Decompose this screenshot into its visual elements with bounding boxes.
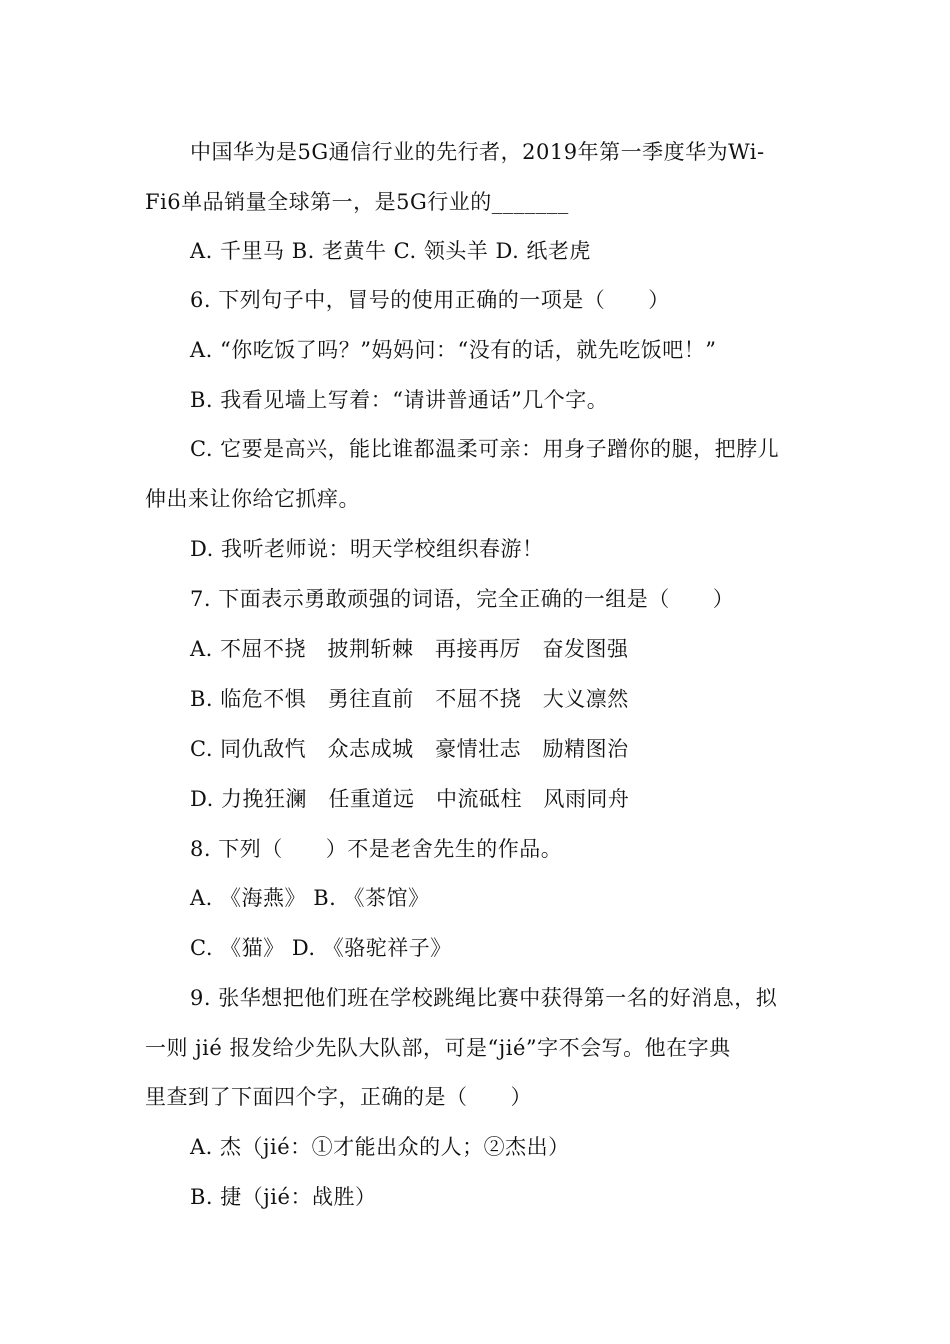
question-9-stem-line-3: 里查到了下面四个字，正确的是（ ） <box>145 1085 532 1109</box>
paragraph-huawei-line-1: 中国华为是5G通信行业的先行者，2019年第一季度华为Wi- <box>190 140 765 164</box>
question-6-option-c-line-2: 伸出来让你给它抓痒。 <box>145 487 360 511</box>
question-7-option-d: D. 力挽狂澜 任重道远 中流砥柱 风雨同舟 <box>190 787 630 811</box>
question-7-option-b: B. 临危不惧 勇往直前 不屈不挠 大义凛然 <box>190 687 629 711</box>
question-8-stem: 8. 下列（ ）不是老舍先生的作品。 <box>190 837 563 861</box>
question-9-stem-line-1: 9. 张华想把他们班在学校跳绳比赛中获得第一名的好消息，拟 <box>190 986 778 1010</box>
question-7-stem: 7. 下面表示勇敢顽强的词语，完全正确的一组是（ ） <box>190 587 735 611</box>
question-7-option-a: A. 不屈不挠 披荆斩棘 再接再厉 奋发图强 <box>190 637 629 661</box>
question-9-option-a: A. 杰（jié：①才能出众的人；②杰出） <box>190 1135 570 1159</box>
question-6-option-b: B. 我看见墙上写着：“请讲普通话”几个字。 <box>190 388 609 412</box>
question-6-option-a: A. “你吃饭了吗？”妈妈问：“没有的话，就先吃饭吧！” <box>190 338 717 362</box>
question-8-options-ab: A. 《海燕》 B. 《茶馆》 <box>190 886 430 910</box>
paragraph-huawei-line-2: Fi6单品销量全球第一，是5G行业的_______ <box>145 190 569 214</box>
question-6-option-d: D. 我听老师说：明天学校组织春游！ <box>190 537 544 561</box>
question-6-option-c-line-1: C. 它要是高兴，能比谁都温柔可亲：用身子蹭你的腿，把脖儿 <box>190 437 780 461</box>
question-7-option-c: C. 同仇敌忾 众志成城 豪情壮志 励精图治 <box>190 737 629 761</box>
question-9-option-b: B. 捷（jié：战胜） <box>190 1185 377 1209</box>
question-5-options: A. 千里马 B. 老黄牛 C. 领头羊 D. 纸老虎 <box>190 239 591 263</box>
question-8-options-cd: C. 《猫》 D. 《骆驼祥子》 <box>190 936 452 960</box>
question-6-stem: 6. 下列句子中，冒号的使用正确的一项是（ ） <box>190 288 670 312</box>
question-9-stem-line-2: 一则 jié 报发给少先队大队部，可是“jié”字不会写。他在字典 <box>145 1036 731 1060</box>
